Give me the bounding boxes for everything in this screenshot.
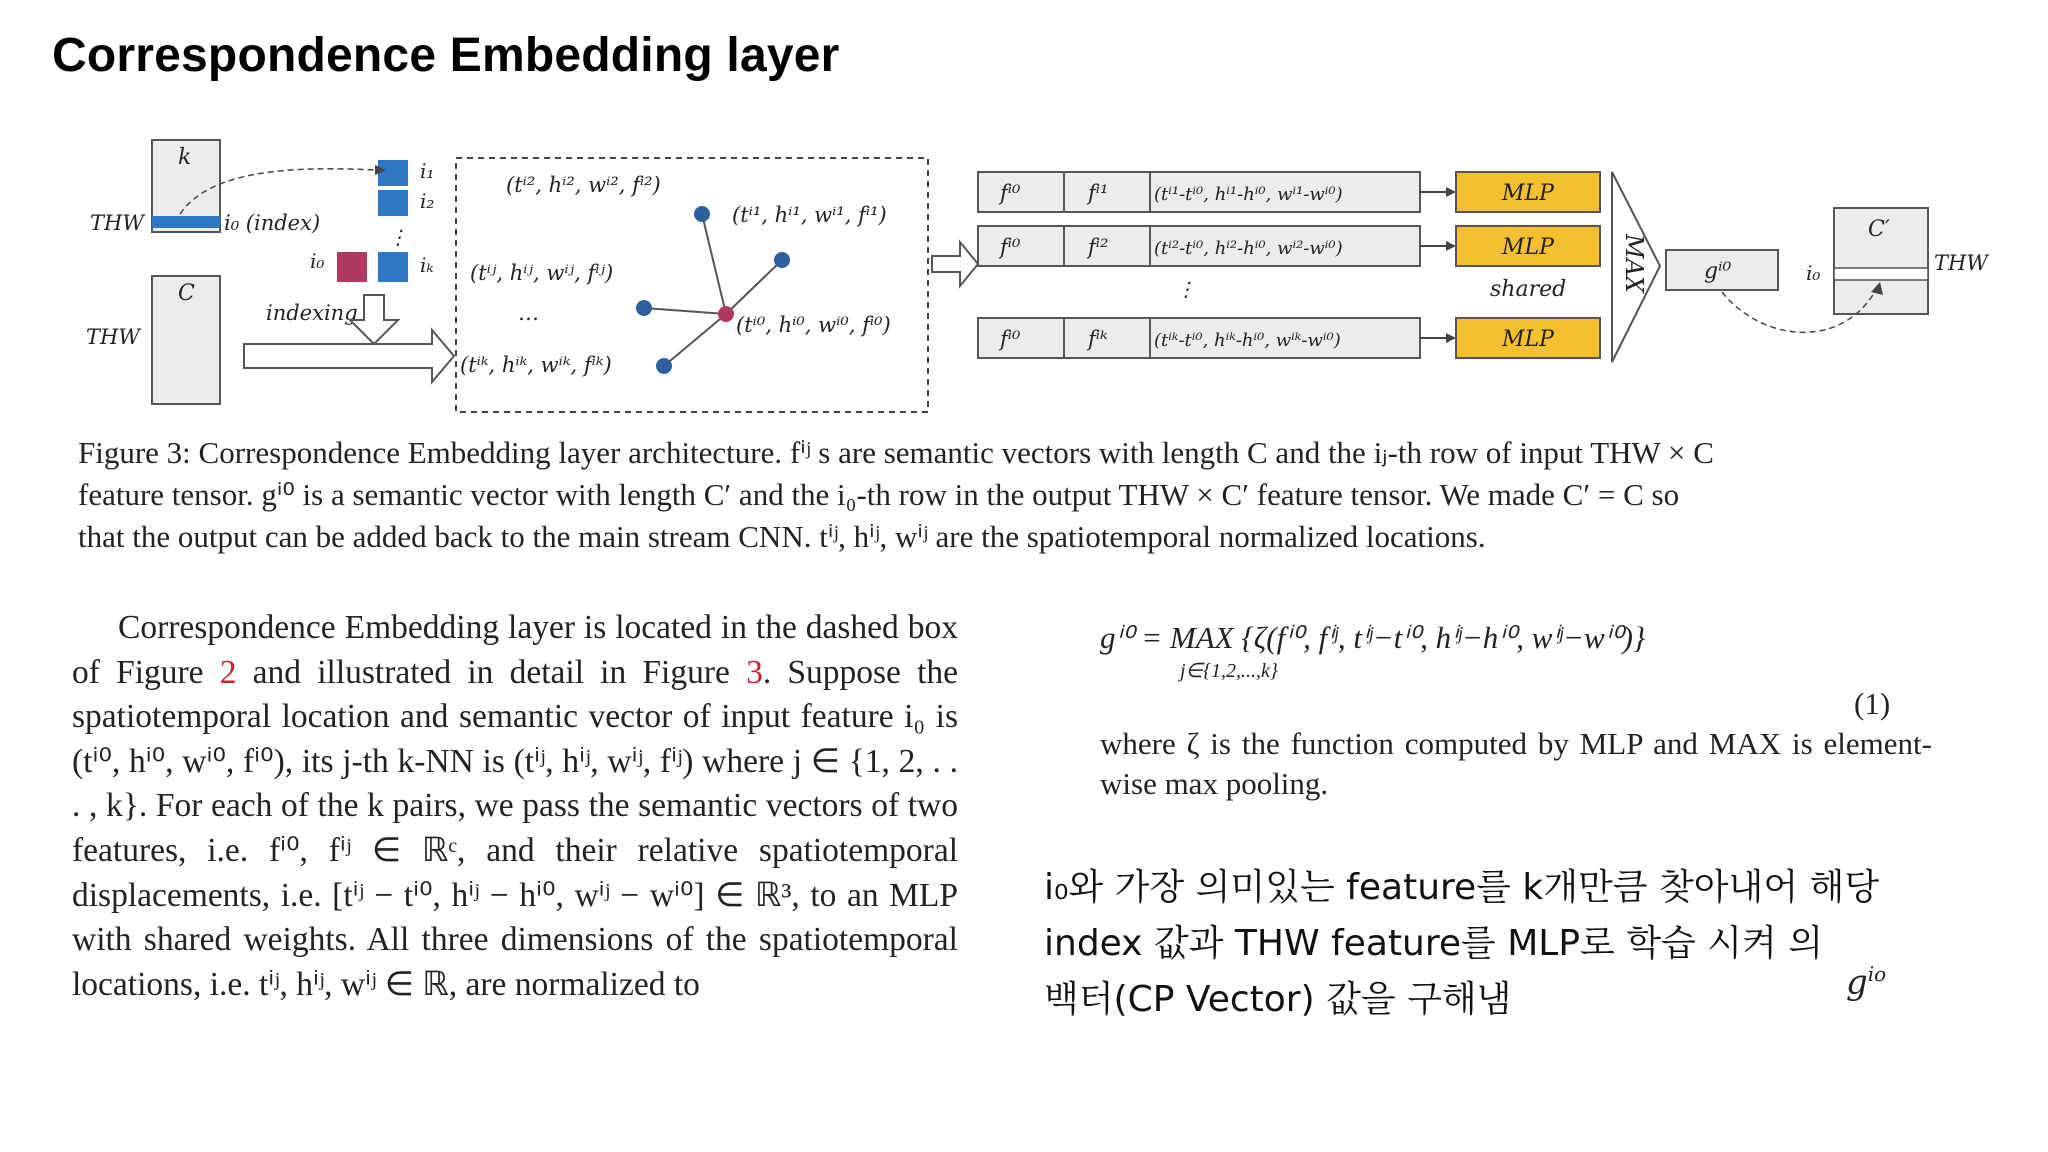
ik-square: [378, 252, 408, 282]
max-label: MAX: [1620, 234, 1648, 293]
row-1: [978, 172, 1420, 212]
caption-line-2: feature tensor. gⁱ⁰ is a semantic vector with length C′ and the i₀-th row in the output THW × C′ feature tensor. We made C′ = C so: [78, 477, 1680, 512]
equation-1: [1100, 620, 1646, 682]
node-ij-label: (tⁱʲ, hⁱʲ, wⁱʲ, fⁱʲ): [470, 261, 614, 285]
node-i2-label: (tⁱ², hⁱ², wⁱ², fⁱ²): [506, 173, 661, 197]
row-2-fi2: fⁱ²: [1088, 235, 1109, 259]
node-ik: [656, 358, 672, 374]
row-1-fi0: fⁱ⁰: [1000, 181, 1021, 205]
output-thw-label: THW: [1934, 251, 1988, 275]
i2-label: i₂: [420, 189, 435, 213]
edge-i2: [702, 214, 726, 314]
ik-label: iₖ: [420, 253, 434, 277]
edge-i1: [726, 260, 782, 314]
node-ij: [636, 300, 652, 316]
arrowhead-mlp-2: [1446, 241, 1456, 251]
body-text-1: Correspondence Embedding layer is located in the dashed box of Figure: [72, 609, 958, 691]
left-vdots: ⋮: [388, 225, 408, 249]
thw-top-label: THW: [90, 211, 144, 235]
g-output-label: gⁱ⁰: [1704, 259, 1732, 284]
note-line-1: i₀와 가장 의미있는 feature를 k개만큼 찾아내어 해당: [1044, 867, 1880, 908]
i1-label: i₁: [420, 159, 435, 183]
body-text-2: and illustrated in detail in Figure: [236, 653, 747, 691]
edge-ij: [644, 308, 726, 314]
note-g-symbol: [1846, 962, 1886, 1002]
row-2-displacement: (tⁱ²-tⁱ⁰, hⁱ²-hⁱ⁰, wⁱ²-wⁱ⁰): [1154, 238, 1343, 259]
i0-square: [337, 252, 367, 282]
k-label: k: [178, 145, 192, 170]
shared-label: shared: [1490, 277, 1567, 302]
caption-line-1: Figure 3: Correspondence Embedding layer architecture. fⁱʲ s are semantic vectors with length C and the iⱼ-th row of input THW × C: [78, 435, 1714, 470]
output-i0-label: i₀: [1806, 261, 1821, 285]
output-row: [1834, 268, 1928, 280]
i1-square: [378, 160, 408, 186]
equation-subscript: j∈{1,2,...,k}: [1180, 660, 1278, 682]
equation-explanation: [1100, 724, 1932, 804]
where-text: where ζ is the function computed by MLP and MAX is element-wise max pooling.: [1100, 726, 1932, 801]
thw-bottom-label: THW: [86, 325, 140, 349]
indexing-right-arrow: [244, 330, 454, 382]
node-i0-label: (tⁱ⁰, hⁱ⁰, wⁱ⁰, fⁱ⁰): [736, 313, 891, 337]
output-c-label: C′: [1868, 217, 1890, 242]
caption-line-3: that the output can be added back to the main stream CNN. tⁱʲ, hⁱʲ, wⁱʲ are the spatiotemporal normalized locations.: [78, 519, 1486, 554]
row-2-fi0: fⁱ⁰: [1000, 235, 1021, 259]
index-label: i₀ (index): [224, 211, 321, 235]
equation-number: (1): [1854, 686, 1891, 721]
edge-ik: [664, 314, 726, 366]
architecture-figure: [60, 130, 2020, 420]
mlp-label-k: MLP: [1502, 327, 1554, 352]
node-i1-label: (tⁱ¹, hⁱ¹, wⁱ¹, fⁱ¹): [732, 203, 887, 227]
to-table-arrow: [932, 242, 978, 286]
row-k-fik: fⁱᵏ: [1088, 327, 1108, 351]
mlp-label-1: MLP: [1502, 181, 1554, 206]
indexing-label: indexing: [266, 301, 358, 325]
node-dots: …: [518, 301, 539, 325]
slide-title: Correspondence Embedding layer: [52, 29, 840, 82]
rows-vdots: ⋮: [1176, 277, 1196, 301]
figure-2-ref[interactable]: 2: [219, 653, 237, 691]
figure-3-ref[interactable]: 3: [746, 653, 763, 691]
row-2: [978, 226, 1420, 266]
note-line-2: index 값과 THW feature를 MLP로 학습 시켜 의: [1044, 923, 1824, 964]
node-i1: [774, 252, 790, 268]
arrowhead-mlp-1: [1446, 187, 1456, 197]
arrowhead-mlp-k: [1446, 333, 1456, 343]
architecture-diagram: [60, 130, 2020, 420]
figure-caption: [78, 432, 1998, 558]
mlp-label-2: MLP: [1502, 235, 1554, 260]
index-row: [152, 216, 220, 228]
node-i2: [694, 206, 710, 222]
equation-main: gⁱ⁰ = MAX {ζ(fⁱ⁰, fⁱʲ, tⁱʲ−tⁱ⁰, hⁱʲ−hⁱ⁰, wⁱʲ−wⁱ⁰)}: [1100, 620, 1646, 655]
korean-note: [1044, 860, 2004, 1028]
body-paragraph: [72, 606, 958, 1007]
row-k-fi0: fⁱ⁰: [1000, 327, 1021, 351]
body-text-3: . Suppose the spatiotemporal location and semantic vector of input feature i₀ is (tⁱ⁰, hⁱ⁰, wⁱ⁰, fⁱ⁰), its j-th k-NN is (tⁱʲ, hⁱʲ, wⁱʲ, fⁱʲ) where j ∈ {1, 2, . . . , k}. For each of the k pairs, we pass the semantic vectors of two features, i.e. fⁱ⁰, fⁱʲ ∈ ℝᶜ, and their relative spatiotemporal displacements, i.e. [tⁱʲ − tⁱ⁰, hⁱʲ − hⁱ⁰, wⁱʲ − wⁱ⁰] ∈ ℝ³, to an MLP with shared weights. All three dimensions of the spatiotemporal locations, i.e. tⁱʲ, hⁱʲ, wⁱʲ ∈ ℝ, are normalized to: [72, 653, 959, 1003]
i2-square: [378, 190, 408, 216]
c-label: C: [178, 281, 195, 306]
row-k-displacement: (tⁱᵏ-tⁱ⁰, hⁱᵏ-hⁱ⁰, wⁱᵏ-wⁱ⁰): [1154, 330, 1341, 351]
note-g-superscript: io: [1867, 962, 1887, 986]
row-k: [978, 318, 1420, 358]
node-ik-label: (tⁱᵏ, hⁱᵏ, wⁱᵏ, fⁱᵏ): [460, 353, 612, 377]
i0-label: i₀: [310, 249, 325, 273]
note-line-3: 백터(CP Vector) 값을 구해냄: [1044, 979, 1512, 1020]
row-1-fi1: fⁱ¹: [1088, 181, 1109, 205]
note-g-base: g: [1846, 962, 1868, 1003]
row-1-displacement: (tⁱ¹-tⁱ⁰, hⁱ¹-hⁱ⁰, wⁱ¹-wⁱ⁰): [1154, 184, 1343, 205]
node-i0: [718, 306, 734, 322]
